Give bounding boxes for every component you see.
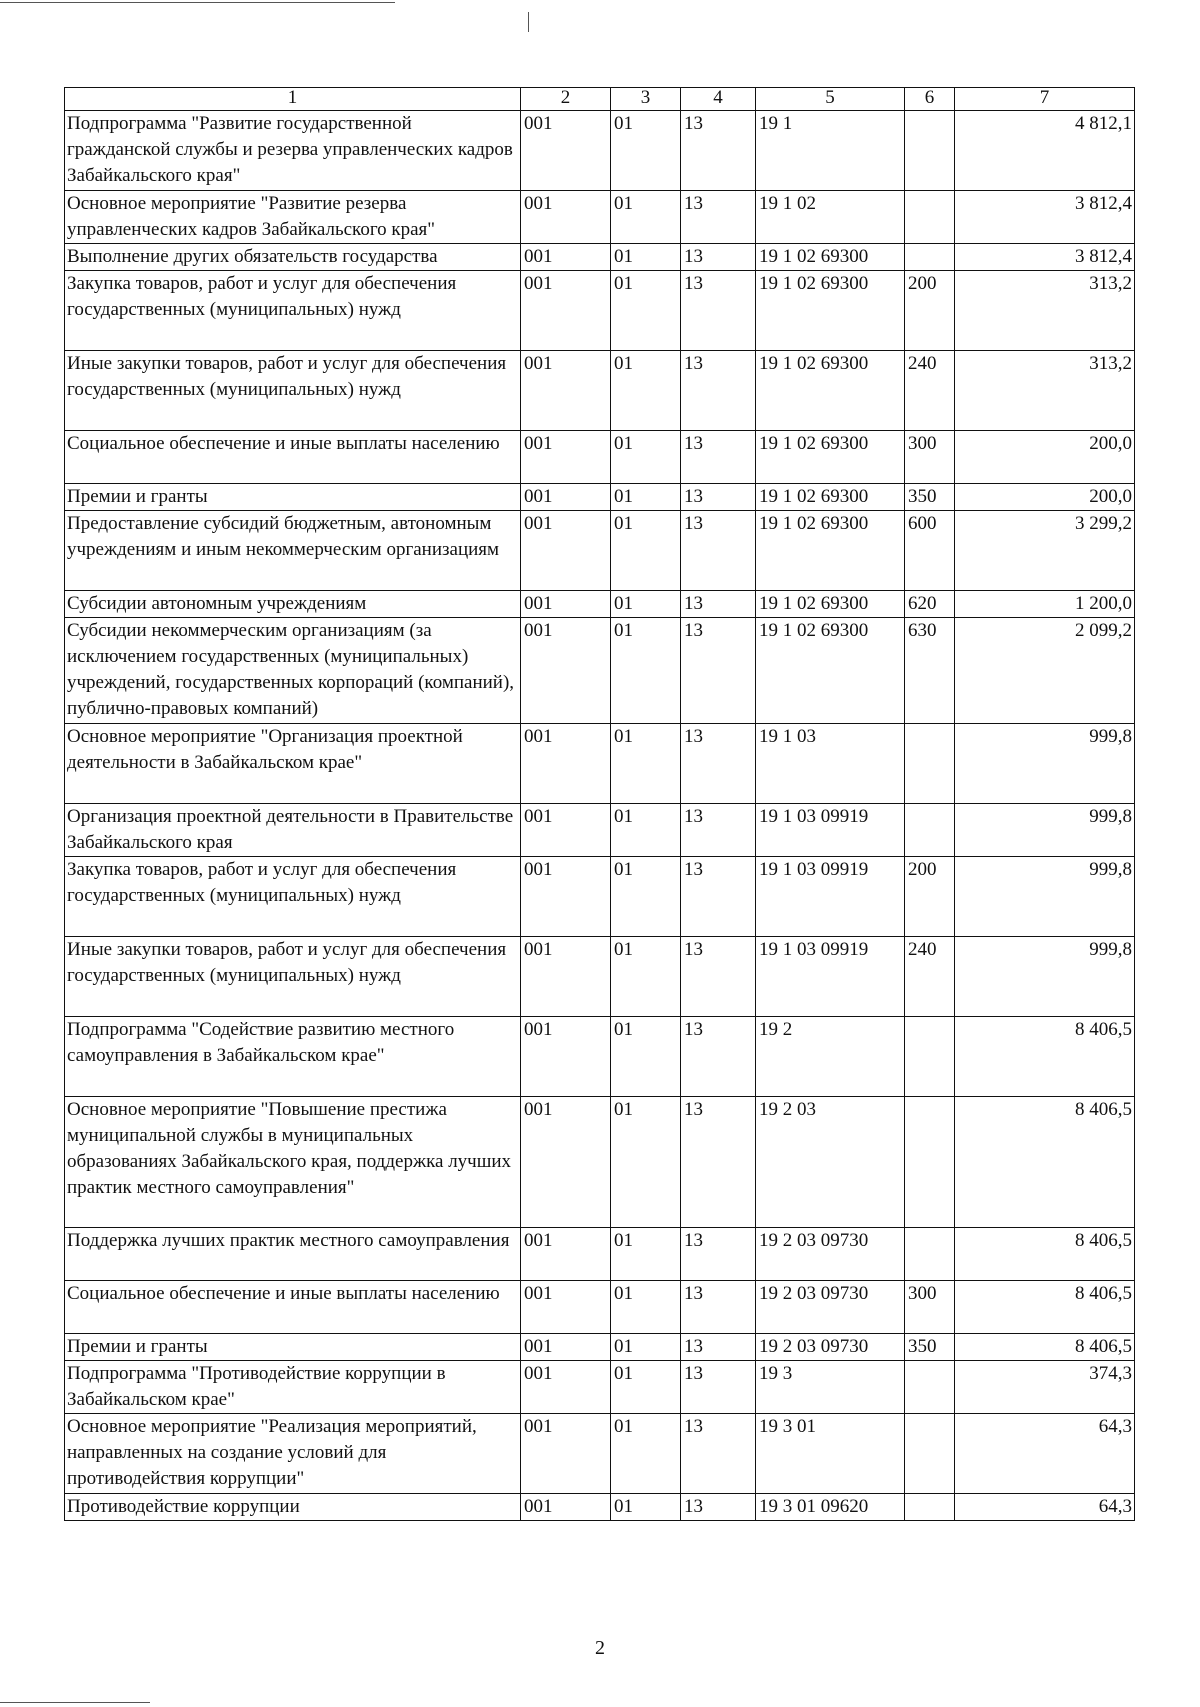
target-article-cell: 19 1 03 09919 (756, 804, 905, 857)
expense-type-cell: 200 (905, 857, 955, 937)
section-cell: 01 (611, 351, 681, 431)
section-cell: 01 (611, 937, 681, 1017)
expense-type-cell (905, 724, 955, 804)
expense-type-cell: 600 (905, 511, 955, 591)
row-name-cell: Закупка товаров, работ и услуг для обеспечения государственных (муниципальных) нужд (65, 857, 521, 937)
section-cell: 01 (611, 191, 681, 244)
section-cell: 01 (611, 1361, 681, 1414)
expense-type-cell: 200 (905, 271, 955, 351)
expense-type-cell: 350 (905, 1334, 955, 1361)
subsection-cell: 13 (681, 1097, 756, 1228)
admin-code-cell: 001 (521, 1334, 611, 1361)
amount-cell: 8 406,5 (955, 1017, 1135, 1097)
row-name-cell: Организация проектной деятельности в Правительстве Забайкальского края (65, 804, 521, 857)
row-name-cell: Премии и гранты (65, 1334, 521, 1361)
column-header-1: 1 (65, 88, 521, 111)
admin-code-cell: 001 (521, 111, 611, 191)
table-row (65, 724, 1135, 804)
subsection-cell: 13 (681, 804, 756, 857)
amount-cell: 374,3 (955, 1361, 1135, 1414)
admin-code-cell: 001 (521, 1097, 611, 1228)
target-article-cell: 19 1 02 69300 (756, 351, 905, 431)
admin-code-cell: 001 (521, 857, 611, 937)
admin-code-cell: 001 (521, 431, 611, 484)
admin-code-cell: 001 (521, 1281, 611, 1334)
amount-cell: 3 299,2 (955, 511, 1135, 591)
subsection-cell: 13 (681, 431, 756, 484)
subsection-cell: 13 (681, 271, 756, 351)
table-row (65, 857, 1135, 937)
column-header-7: 7 (955, 88, 1135, 111)
table-row (65, 191, 1135, 244)
column-header-2: 2 (521, 88, 611, 111)
row-name-cell: Основное мероприятие "Повышение престижа муниципальной службы в муниципальных образованиях Забайкальского края, поддержка лучших практик местного самоуправления" (65, 1097, 521, 1228)
subsection-cell: 13 (681, 724, 756, 804)
admin-code-cell: 001 (521, 618, 611, 724)
subsection-cell: 13 (681, 511, 756, 591)
section-cell: 01 (611, 511, 681, 591)
amount-cell: 8 406,5 (955, 1097, 1135, 1228)
section-cell: 01 (611, 1281, 681, 1334)
table-row (65, 1017, 1135, 1097)
target-article-cell: 19 1 02 69300 (756, 511, 905, 591)
target-article-cell: 19 3 (756, 1361, 905, 1414)
table-row (65, 591, 1135, 618)
section-cell: 01 (611, 591, 681, 618)
row-name-cell: Закупка товаров, работ и услуг для обеспечения государственных (муниципальных) нужд (65, 271, 521, 351)
page-number: 2 (595, 1637, 605, 1659)
budget-table (64, 87, 1135, 1521)
target-article-cell: 19 1 02 69300 (756, 431, 905, 484)
table-row (65, 431, 1135, 484)
expense-type-cell (905, 1361, 955, 1414)
admin-code-cell: 001 (521, 484, 611, 511)
section-cell: 01 (611, 484, 681, 511)
row-name-cell: Предоставление субсидий бюджетным, автономным учреждениям и иным некоммерческим организациям (65, 511, 521, 591)
target-article-cell: 19 2 03 09730 (756, 1281, 905, 1334)
amount-cell: 1 200,0 (955, 591, 1135, 618)
table-row (65, 1334, 1135, 1361)
expense-type-cell: 240 (905, 351, 955, 431)
amount-cell: 313,2 (955, 271, 1135, 351)
admin-code-cell: 001 (521, 1494, 611, 1521)
amount-cell: 2 099,2 (955, 618, 1135, 724)
expense-type-cell (905, 191, 955, 244)
amount-cell: 8 406,5 (955, 1281, 1135, 1334)
expense-type-cell: 300 (905, 431, 955, 484)
section-cell: 01 (611, 1228, 681, 1281)
row-name-cell: Субсидии автономным учреждениям (65, 591, 521, 618)
row-name-cell: Социальное обеспечение и иные выплаты населению (65, 1281, 521, 1334)
admin-code-cell: 001 (521, 271, 611, 351)
admin-code-cell: 001 (521, 724, 611, 804)
row-name-cell: Иные закупки товаров, работ и услуг для обеспечения государственных (муниципальных) нужд (65, 351, 521, 431)
table-row (65, 1281, 1135, 1334)
subsection-cell: 13 (681, 1334, 756, 1361)
subsection-cell: 13 (681, 1228, 756, 1281)
subsection-cell: 13 (681, 618, 756, 724)
expense-type-cell (905, 1228, 955, 1281)
subsection-cell: 13 (681, 591, 756, 618)
section-cell: 01 (611, 1097, 681, 1228)
target-article-cell: 19 1 (756, 111, 905, 191)
table-row (65, 937, 1135, 1017)
column-header-6: 6 (905, 88, 955, 111)
admin-code-cell: 001 (521, 511, 611, 591)
admin-code-cell: 001 (521, 937, 611, 1017)
subsection-cell: 13 (681, 1494, 756, 1521)
amount-cell: 999,8 (955, 937, 1135, 1017)
expense-type-cell: 350 (905, 484, 955, 511)
target-article-cell: 19 2 (756, 1017, 905, 1097)
row-name-cell: Подпрограмма "Развитие государственной гражданской службы и резерва управленческих кадров Забайкальского края" (65, 111, 521, 191)
table-row (65, 244, 1135, 271)
scan-artifact-bottom-line (0, 1702, 150, 1703)
section-cell: 01 (611, 271, 681, 351)
target-article-cell: 19 3 01 (756, 1414, 905, 1494)
row-name-cell: Подпрограмма "Содействие развитию местного самоуправления в Забайкальском крае" (65, 1017, 521, 1097)
subsection-cell: 13 (681, 1017, 756, 1097)
subsection-cell: 13 (681, 937, 756, 1017)
admin-code-cell: 001 (521, 351, 611, 431)
section-cell: 01 (611, 1017, 681, 1097)
section-cell: 01 (611, 1334, 681, 1361)
table-row (65, 1228, 1135, 1281)
admin-code-cell: 001 (521, 1414, 611, 1494)
subsection-cell: 13 (681, 1414, 756, 1494)
table-row (65, 1361, 1135, 1414)
scan-artifact-top-line (0, 2, 395, 3)
subsection-cell: 13 (681, 191, 756, 244)
row-name-cell: Подпрограмма "Противодействие коррупции в Забайкальском крае" (65, 1361, 521, 1414)
target-article-cell: 19 3 01 09620 (756, 1494, 905, 1521)
admin-code-cell: 001 (521, 1228, 611, 1281)
expense-type-cell (905, 111, 955, 191)
amount-cell: 999,8 (955, 857, 1135, 937)
section-cell: 01 (611, 724, 681, 804)
target-article-cell: 19 1 02 69300 (756, 271, 905, 351)
column-header-4: 4 (681, 88, 756, 111)
expense-type-cell: 630 (905, 618, 955, 724)
admin-code-cell: 001 (521, 591, 611, 618)
column-header-3: 3 (611, 88, 681, 111)
expense-type-cell (905, 1017, 955, 1097)
row-name-cell: Основное мероприятие "Организация проектной деятельности в Забайкальском крае" (65, 724, 521, 804)
column-header-5: 5 (756, 88, 905, 111)
table-row (65, 1494, 1135, 1521)
expense-type-cell (905, 1494, 955, 1521)
amount-cell: 8 406,5 (955, 1228, 1135, 1281)
section-cell: 01 (611, 618, 681, 724)
scan-artifact-top-mark (528, 12, 529, 32)
section-cell: 01 (611, 1414, 681, 1494)
amount-cell: 64,3 (955, 1494, 1135, 1521)
target-article-cell: 19 1 02 69300 (756, 244, 905, 271)
target-article-cell: 19 2 03 09730 (756, 1334, 905, 1361)
expense-type-cell: 240 (905, 937, 955, 1017)
subsection-cell: 13 (681, 111, 756, 191)
table-row (65, 618, 1135, 724)
table-row (65, 511, 1135, 591)
amount-cell: 999,8 (955, 724, 1135, 804)
subsection-cell: 13 (681, 1361, 756, 1414)
amount-cell: 4 812,1 (955, 111, 1135, 191)
row-name-cell: Поддержка лучших практик местного самоуправления (65, 1228, 521, 1281)
amount-cell: 999,8 (955, 804, 1135, 857)
target-article-cell: 19 1 02 69300 (756, 484, 905, 511)
amount-cell: 200,0 (955, 484, 1135, 511)
expense-type-cell: 620 (905, 591, 955, 618)
amount-cell: 3 812,4 (955, 191, 1135, 244)
admin-code-cell: 001 (521, 1017, 611, 1097)
table-row (65, 484, 1135, 511)
table-row (65, 351, 1135, 431)
section-cell: 01 (611, 244, 681, 271)
target-article-cell: 19 1 02 69300 (756, 591, 905, 618)
subsection-cell: 13 (681, 1281, 756, 1334)
expense-type-cell (905, 1414, 955, 1494)
row-name-cell: Противодействие коррупции (65, 1494, 521, 1521)
amount-cell: 64,3 (955, 1414, 1135, 1494)
subsection-cell: 13 (681, 857, 756, 937)
subsection-cell: 13 (681, 244, 756, 271)
target-article-cell: 19 1 02 69300 (756, 618, 905, 724)
target-article-cell: 19 1 03 (756, 724, 905, 804)
target-article-cell: 19 1 03 09919 (756, 857, 905, 937)
admin-code-cell: 001 (521, 191, 611, 244)
admin-code-cell: 001 (521, 804, 611, 857)
table-header-row (65, 88, 1135, 111)
target-article-cell: 19 1 02 (756, 191, 905, 244)
target-article-cell: 19 2 03 (756, 1097, 905, 1228)
table-row (65, 804, 1135, 857)
amount-cell: 313,2 (955, 351, 1135, 431)
amount-cell: 3 812,4 (955, 244, 1135, 271)
section-cell: 01 (611, 431, 681, 484)
section-cell: 01 (611, 111, 681, 191)
expense-type-cell: 300 (905, 1281, 955, 1334)
admin-code-cell: 001 (521, 1361, 611, 1414)
table-row (65, 111, 1135, 191)
row-name-cell: Выполнение других обязательств государства (65, 244, 521, 271)
row-name-cell: Основное мероприятие "Развитие резерва управленческих кадров Забайкальского края" (65, 191, 521, 244)
target-article-cell: 19 2 03 09730 (756, 1228, 905, 1281)
table-body (65, 111, 1135, 1521)
target-article-cell: 19 1 03 09919 (756, 937, 905, 1017)
amount-cell: 200,0 (955, 431, 1135, 484)
row-name-cell: Премии и гранты (65, 484, 521, 511)
section-cell: 01 (611, 804, 681, 857)
admin-code-cell: 001 (521, 244, 611, 271)
row-name-cell: Субсидии некоммерческим организациям (за исключением государственных (муниципальных) учреждений, государственных корпораций (компаний), публично-правовых компаний) (65, 618, 521, 724)
subsection-cell: 13 (681, 351, 756, 431)
table-row (65, 271, 1135, 351)
row-name-cell: Социальное обеспечение и иные выплаты населению (65, 431, 521, 484)
amount-cell: 8 406,5 (955, 1334, 1135, 1361)
expense-type-cell (905, 244, 955, 271)
row-name-cell: Основное мероприятие "Реализация мероприятий, направленных на создание условий для противодействия коррупции" (65, 1414, 521, 1494)
table-row (65, 1414, 1135, 1494)
section-cell: 01 (611, 857, 681, 937)
expense-type-cell (905, 804, 955, 857)
subsection-cell: 13 (681, 484, 756, 511)
table-row (65, 1097, 1135, 1228)
row-name-cell: Иные закупки товаров, работ и услуг для обеспечения государственных (муниципальных) нужд (65, 937, 521, 1017)
section-cell: 01 (611, 1494, 681, 1521)
expense-type-cell (905, 1097, 955, 1228)
